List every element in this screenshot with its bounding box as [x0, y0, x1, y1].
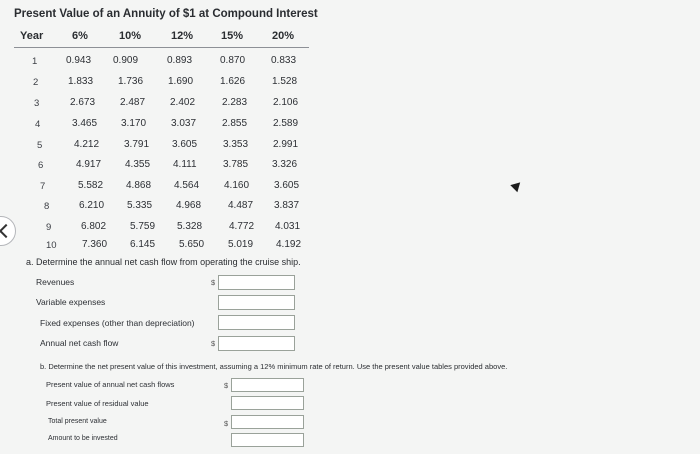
revenues-label: Revenues [36, 277, 75, 287]
table-cell: 3.037 [171, 118, 197, 129]
table-cell: 0.893 [167, 55, 193, 66]
question-b-prompt: b. Determine the net present value of this investment, assuming a 12% minimum rate of return. Use the present value tables provided above. [40, 362, 508, 371]
header-15pct: 15% [221, 30, 244, 42]
table-cell: 6.145 [130, 239, 156, 250]
table-cell: 7.360 [82, 239, 108, 250]
mouse-pointer-icon [510, 179, 523, 192]
year-cell: 6 [38, 160, 44, 171]
variable-expenses-label: Variable expenses [36, 297, 106, 307]
table-cell: 3.837 [274, 200, 300, 211]
table-cell: 0.909 [113, 55, 139, 66]
table-cell: 6.802 [81, 221, 107, 232]
revenues-input[interactable] [218, 275, 295, 290]
table-cell: 1.626 [220, 76, 246, 87]
table-cell: 5.328 [177, 221, 203, 232]
table-cell: 1.528 [272, 76, 298, 87]
header-12pct: 12% [171, 30, 194, 42]
fixed-expenses-label: Fixed expenses (other than depreciation) [40, 318, 195, 328]
year-cell: 3 [34, 98, 40, 109]
header-rule [14, 47, 309, 48]
table-cell: 5.335 [127, 200, 153, 211]
year-cell: 9 [46, 222, 52, 233]
table-cell: 3.605 [274, 180, 300, 191]
table-cell: 3.326 [272, 159, 298, 170]
table-cell: 4.212 [74, 139, 100, 150]
pv-cash-flows-currency: $ [224, 381, 229, 390]
table-cell: 3.791 [124, 139, 150, 150]
net-cash-flow-currency: $ [211, 339, 216, 348]
year-cell: 7 [40, 181, 46, 192]
table-cell: 1.833 [68, 76, 94, 87]
pv-annual-cash-flows-label: Present value of annual net cash flows [46, 380, 175, 389]
table-cell: 1.736 [118, 76, 144, 87]
table-cell: 5.650 [179, 239, 205, 250]
table-cell: 5.582 [78, 180, 104, 191]
table-cell: 4.772 [229, 221, 255, 232]
table-cell: 4.192 [276, 239, 302, 250]
table-cell: 5.759 [130, 221, 156, 232]
table-cell: 3.465 [72, 118, 98, 129]
year-cell: 8 [44, 201, 50, 212]
table-cell: 3.170 [121, 118, 147, 129]
header-20pct: 20% [272, 30, 295, 42]
table-cell: 3.785 [223, 159, 249, 170]
table-cell: 2.487 [120, 97, 146, 108]
question-a-prompt: a. Determine the annual net cash flow from operating the cruise ship. [26, 257, 301, 267]
table-cell: 2.106 [273, 97, 299, 108]
pv-residual-value-input[interactable] [231, 396, 304, 410]
table-cell: 0.870 [220, 55, 246, 66]
total-present-value-input[interactable] [231, 415, 304, 429]
year-cell: 4 [35, 119, 41, 130]
total-present-value-label: Total present value [48, 418, 107, 425]
year-cell: 10 [46, 240, 57, 251]
table-cell: 0.943 [66, 55, 92, 66]
table-cell: 4.487 [228, 200, 254, 211]
year-cell: 5 [37, 140, 43, 151]
table-cell: 4.968 [176, 200, 202, 211]
header-10pct: 10% [119, 30, 142, 42]
table-cell: 2.673 [70, 97, 96, 108]
table-cell: 2.402 [170, 97, 196, 108]
table-cell: 3.353 [223, 139, 249, 150]
total-pv-currency: $ [224, 419, 229, 428]
year-cell: 2 [33, 77, 39, 88]
revenues-currency: $ [211, 278, 216, 287]
table-title: Present Value of an Annuity of $1 at Compound Interest [14, 8, 318, 20]
table-cell: 4.355 [125, 159, 151, 170]
pv-residual-value-label: Present value of residual value [46, 399, 149, 408]
amount-to-be-invested-label: Amount to be invested [48, 435, 118, 442]
annual-net-cash-flow-input[interactable] [218, 336, 295, 351]
table-cell: 2.283 [222, 97, 248, 108]
header-year: Year [20, 30, 44, 42]
table-cell: 3.605 [172, 139, 198, 150]
variable-expenses-input[interactable] [218, 295, 295, 310]
table-cell: 2.589 [273, 118, 299, 129]
table-cell: 5.019 [228, 239, 254, 250]
left-nav-button[interactable] [0, 216, 16, 246]
table-cell: 4.564 [174, 180, 200, 191]
pv-annual-cash-flows-input[interactable] [231, 378, 304, 392]
annual-net-cash-flow-label: Annual net cash flow [40, 338, 119, 348]
table-cell: 0.833 [271, 55, 297, 66]
header-6pct: 6% [72, 30, 88, 42]
table-cell: 4.917 [76, 159, 102, 170]
fixed-expenses-input[interactable] [218, 315, 295, 330]
table-cell: 1.690 [168, 76, 194, 87]
table-cell: 4.868 [126, 180, 152, 191]
year-cell: 1 [32, 56, 38, 67]
table-cell: 2.855 [222, 118, 248, 129]
table-cell: 4.160 [224, 180, 250, 191]
table-cell: 6.210 [79, 200, 105, 211]
table-cell: 2.991 [273, 139, 299, 150]
table-cell: 4.031 [275, 221, 301, 232]
table-cell: 4.111 [173, 159, 197, 170]
amount-to-be-invested-input[interactable] [231, 433, 304, 447]
